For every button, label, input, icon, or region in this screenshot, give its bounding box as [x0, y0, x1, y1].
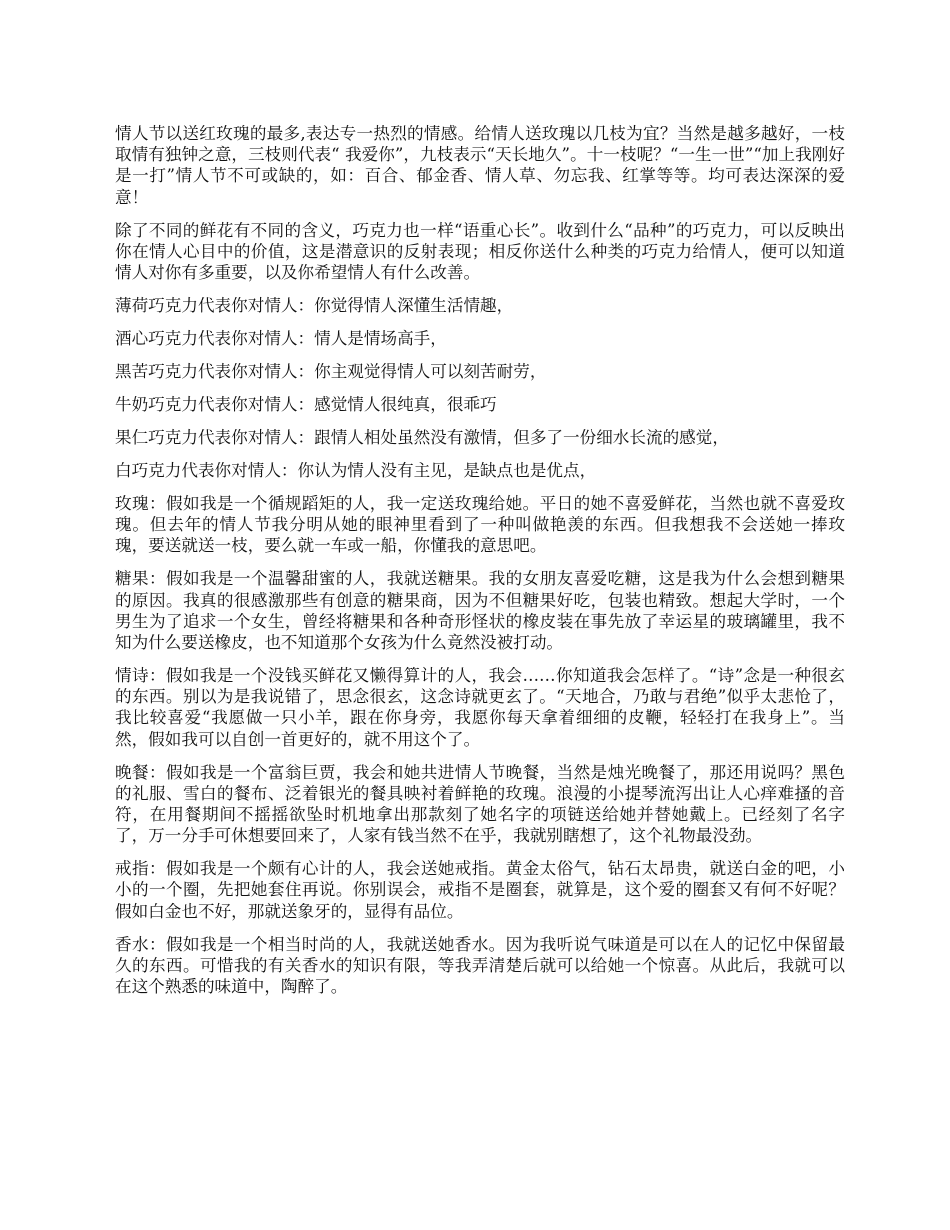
paragraph-gift-ring: 戒指：假如我是一个颇有心计的人，我会送她戒指。黄金太俗气，钻石太昂贵，就送白金的吧，小小的一个圈，先把她套住再说。你别误会，戒指不是圈套，就算是，这个爱的圈套又有何不好呢？假如白金也不好，那就送象牙的，显得有品位。 [115, 859, 845, 921]
paragraph-mint-chocolate: 薄荷巧克力代表你对情人：你觉得情人深懂生活情趣， [115, 296, 514, 316]
paragraph-roses-intro: 情人节以送红玫瑰的最多,表达专一热烈的情感。给情人送玫瑰以几枝为宜？当然是越多越好，一枝取情有独钟之意，三枝则代表“ 我爱你”，九枝表示“天长地久”。十一枝呢？“一生一世”“加上我刚好是一打”情人节不可或缺的，如：百合、郁金香、情人草、勿忘我、红掌等等。均可表达深深的爱意！ [115, 124, 845, 207]
document-body [115, 123, 845, 1009]
paragraph-gift-candy: 糖果：假如我是一个温馨甜蜜的人，我就送糖果。我的女朋友喜爱吃糖，这是我为什么会想到糖果的原因。我真的很感激那些有创意的糖果商，因为不但糖果好吃，包装也精致。想起大学时，一个男生为了追求一个女生，曾经将糖果和各种奇形怪状的橡皮装在事先放了幸运星的玻璃罐里，我不知为什么要送橡皮，也不知道那个女孩为什么竟然没被打动。 [115, 569, 845, 653]
paragraph-gift-dinner: 晚餐：假如我是一个富翁巨贾，我会和她共进情人节晚餐，当然是烛光晚餐了，那还用说吗？黑色的礼服、雪白的餐布、泛着银光的餐具映衬着鲜艳的玫瑰。浪漫的小提琴流泻出让人心痒难搔的音符，在用餐期间不摇摇欲坠时机地拿出那款刻了她名字的项链送给她并替她戴上。已经刻了名字了，万一分手可休想要回来了，人家有钱当然不在乎，我就别瞎想了，这个礼物最没劲。 [115, 762, 845, 846]
paragraph-liqueur-chocolate: 酒心巧克力代表你对情人：情人是情场高手， [115, 329, 447, 349]
paragraph-gift-poem: 情诗：假如我是一个没钱买鲜花又懒得算计的人，我会……你知道我会怎样了。“诗”念是一种很玄的东西。别以为是我说错了，思念很玄，这念诗就更玄了。“天地合，乃敢与君绝”似乎太悲怆了，我比较喜爱“我愿做一只小羊，跟在你身旁，我愿你每天拿着细细的皮鞭，轻轻打在我身上”。当然，假如我可以自创一首更好的，就不用这个了。 [115, 666, 845, 749]
paragraph-white-chocolate: 白巧克力代表你对情人：你认为情人没有主见，是缺点也是优点， [115, 461, 597, 481]
paragraph-dark-chocolate: 黑苦巧克力代表你对情人：你主观觉得情人可以刻苦耐劳， [115, 362, 547, 382]
paragraph-gift-perfume: 香水：假如我是一个相当时尚的人，我就送她香水。因为我听说气味道是可以在人的记忆中保留最久的东西。可惜我的有关香水的知识有限，等我弄清楚后就可以给她一个惊喜。从此后，我就可以在这个熟悉的味道中，陶醉了。 [115, 934, 845, 997]
paragraph-milk-chocolate: 牛奶巧克力代表你对情人：感觉情人很纯真，很乖巧 [115, 395, 497, 415]
paragraph-chocolate-intro: 除了不同的鲜花有不同的含义，巧克力也一样“语重心长”。收到什么“品种”的巧克力，可以反映出你在情人心目中的价值，这是潜意识的反射表现；相反你送什么种类的巧克力给情人，便可以知道情人对你有多重要，以及你希望情人有什么改善。 [115, 220, 845, 283]
paragraph-gift-roses: 玫瑰：假如我是一个循规蹈矩的人，我一定送玫瑰给她。平日的她不喜爱鲜花，当然也就不喜爱玫瑰。但去年的情人节我分明从她的眼神里看到了一种叫做艳羡的东西。但我想我不会送她一捧玫瑰，要送就送一枝，要么就一车或一船，你懂我的意思吧。 [115, 494, 845, 556]
paragraph-nut-chocolate: 果仁巧克力代表你对情人：跟情人相处虽然没有激情，但多了一份细水长流的感觉， [115, 428, 729, 448]
